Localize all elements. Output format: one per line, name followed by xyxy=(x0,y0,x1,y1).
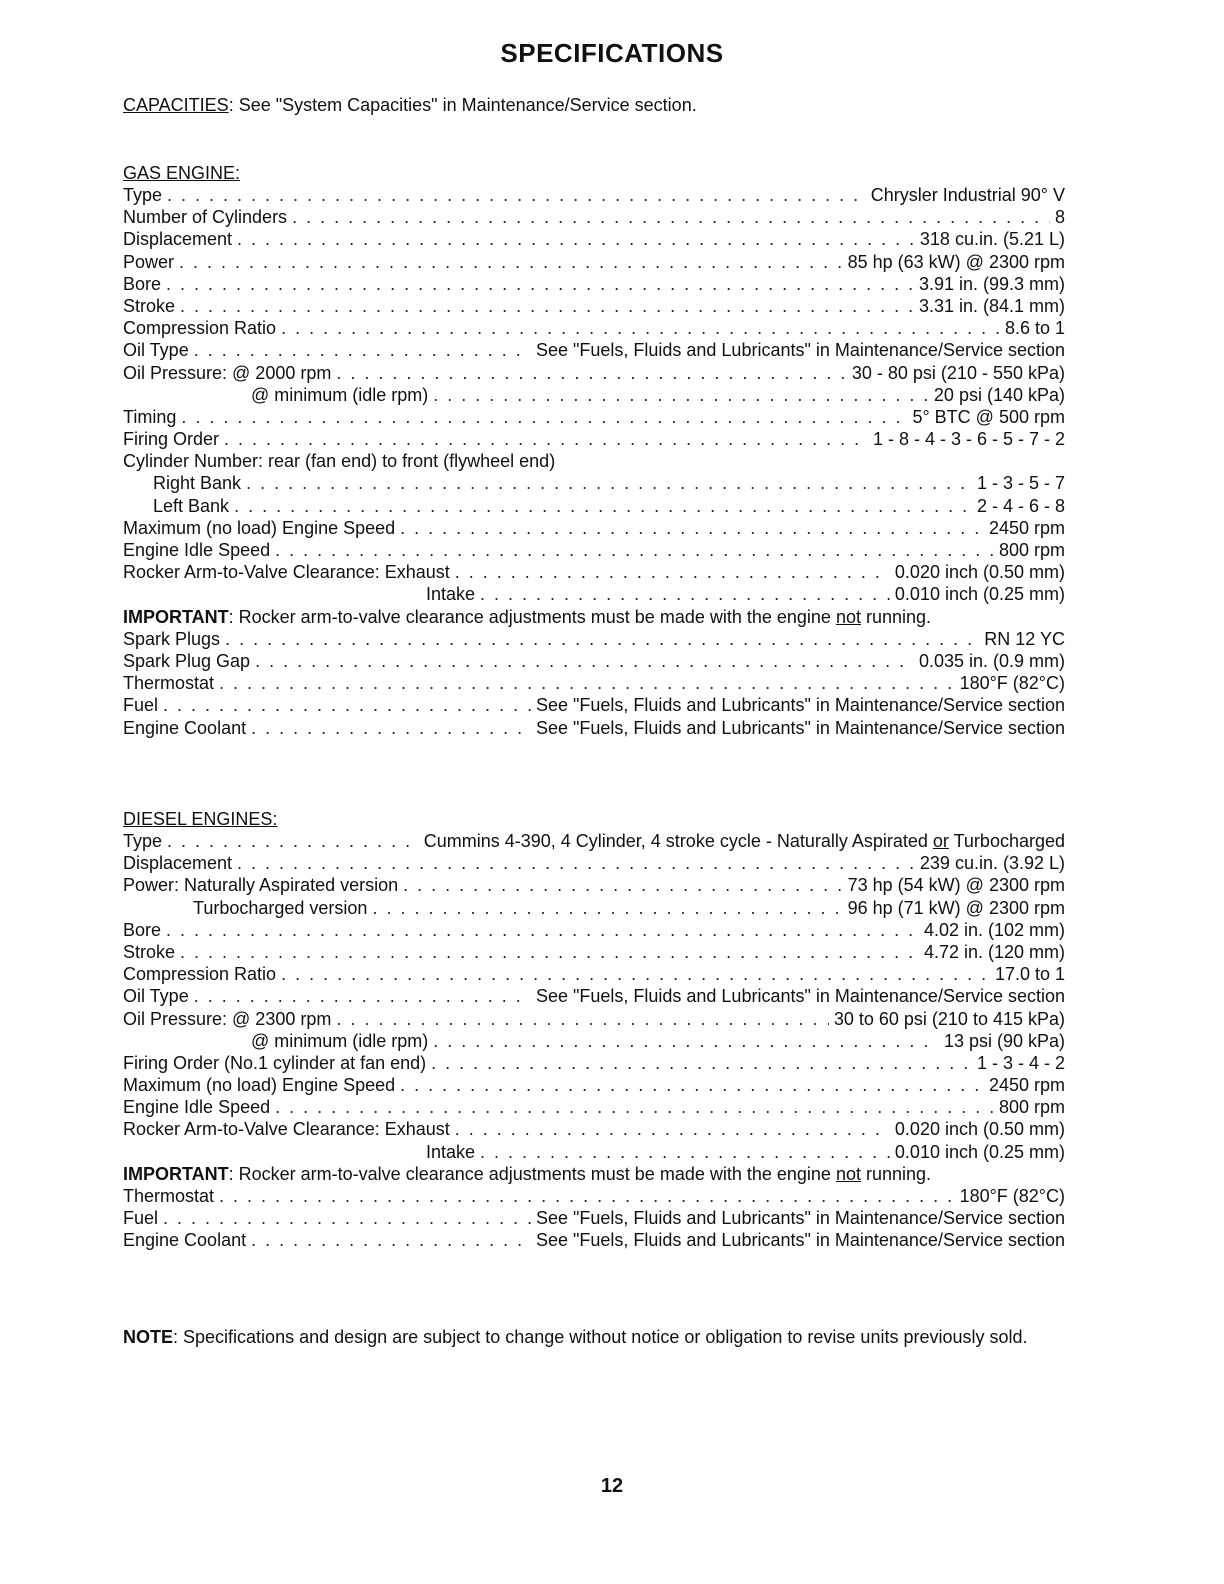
spec-row-gas-cylinders: Number of Cylinders . . . 8 xyxy=(123,206,1065,228)
spec-row-gas-idle-speed: Engine Idle Speed . . . 800 rpm xyxy=(123,539,1065,561)
spec-row-gas-oil-pressure-min: @ minimum (idle rpm) . . . 20 psi (140 kPa) xyxy=(123,384,1065,406)
diesel-engine-heading: DIESEL ENGINES: xyxy=(123,809,278,829)
diesel-engine-section xyxy=(123,808,1065,1252)
diesel-important-note: IMPORTANT: Rocker arm-to-valve clearance adjustments must be made with the engine not running. xyxy=(123,1163,932,1184)
spec-row-gas-firing-order: Firing Order . . . 1 - 8 - 4 - 3 - 6 - 5 - 7 - 2 xyxy=(123,428,1065,450)
note-text: : Specifications and design are subject to change without notice or obligation to revise units previously sold. xyxy=(173,1327,1028,1347)
spec-row-diesel-power-na: Power: Naturally Aspirated version . . . 73 hp (54 kW) @ 2300 rpm xyxy=(123,874,1065,896)
spec-row-diesel-power-turbo: Turbocharged version . . . 96 hp (71 kW) @ 2300 rpm xyxy=(123,897,1065,919)
spec-row-gas-compression: Compression Ratio . . . 8.6 to 1 xyxy=(123,317,1065,339)
spec-row-gas-stroke: Stroke . . . 3.31 in. (84.1 mm) xyxy=(123,295,1065,317)
spec-row-diesel-oil-pressure-min: @ minimum (idle rpm) . . . 13 psi (90 kPa) xyxy=(123,1030,1065,1052)
spec-row-gas-displacement: Displacement . . . 318 cu.in. (5.21 L) xyxy=(123,228,1065,250)
capacities-line xyxy=(123,95,697,116)
page-title: SPECIFICATIONS xyxy=(500,38,724,68)
spec-row-diesel-fuel: Fuel . . . See "Fuels, Fluids and Lubricants" in Maintenance/Service section xyxy=(123,1207,1065,1229)
spec-row-diesel-displacement: Displacement . . . 239 cu.in. (3.92 L) xyxy=(123,852,1065,874)
spec-row-gas-type: Type . . . Chrysler Industrial 90° V xyxy=(123,184,1065,206)
spec-row-gas-timing: Timing . . . 5° BTC @ 500 rpm xyxy=(123,406,1065,428)
gas-engine-section xyxy=(123,162,1065,739)
spec-row-gas-fuel: Fuel . . . See "Fuels, Fluids and Lubricants" in Maintenance/Service section xyxy=(123,694,1065,716)
capacities-text: : See "System Capacities" in Maintenance/Service section. xyxy=(228,95,697,115)
spec-row-gas-spark-plugs: Spark Plugs . . . RN 12 YC xyxy=(123,628,1065,650)
spec-row-gas-oil-pressure: Oil Pressure: @ 2000 rpm . . . 30 - 80 psi (210 - 550 kPa) xyxy=(123,362,1065,384)
spec-row-gas-rocker-intake: Intake . . . 0.010 inch (0.25 mm) xyxy=(123,583,1065,605)
spec-row-diesel-idle-speed: Engine Idle Speed . . . 800 rpm xyxy=(123,1096,1065,1118)
spec-row-gas-oil-type: Oil Type . . . See "Fuels, Fluids and Lubricants" in Maintenance/Service section xyxy=(123,339,1065,361)
gas-important-note: IMPORTANT: Rocker arm-to-valve clearance adjustments must be made with the engine not running. xyxy=(123,606,932,627)
spec-row-diesel-oil-pressure: Oil Pressure: @ 2300 rpm . . . 30 to 60 psi (210 to 415 kPa) xyxy=(123,1008,1065,1030)
spec-row-diesel-firing-order: Firing Order (No.1 cylinder at fan end) . . . 1 - 3 - 4 - 2 xyxy=(123,1052,1065,1074)
capacities-label: CAPACITIES xyxy=(123,95,229,115)
spec-row-diesel-rocker-intake: Intake . . . 0.010 inch (0.25 mm) xyxy=(123,1141,1065,1163)
spec-row-gas-bore: Bore . . . 3.91 in. (99.3 mm) xyxy=(123,273,1065,295)
spec-row-diesel-bore: Bore . . . 4.02 in. (102 mm) xyxy=(123,919,1065,941)
page-number: 12 xyxy=(600,1475,624,1497)
note-label: NOTE xyxy=(123,1327,174,1347)
spec-row-gas-spark-gap: Spark Plug Gap . . . 0.035 in. (0.9 mm) xyxy=(123,650,1065,672)
spec-row-diesel-rocker-exhaust: Rocker Arm-to-Valve Clearance: Exhaust . . . 0.020 inch (0.50 mm) xyxy=(123,1118,1065,1140)
spec-row-gas-rocker-exhaust: Rocker Arm-to-Valve Clearance: Exhaust . . . 0.020 inch (0.50 mm) xyxy=(123,561,1065,583)
spec-row-diesel-coolant: Engine Coolant . . . See "Fuels, Fluids and Lubricants" in Maintenance/Service section xyxy=(123,1229,1065,1251)
spec-row-gas-max-speed: Maximum (no load) Engine Speed . . . 2450 rpm xyxy=(123,517,1065,539)
gas-engine-heading: GAS ENGINE: xyxy=(123,163,241,183)
spec-row-diesel-oil-type: Oil Type . . . See "Fuels, Fluids and Lubricants" in Maintenance/Service section xyxy=(123,985,1065,1007)
spec-row-gas-thermostat: Thermostat . . . 180°F (82°C) xyxy=(123,672,1065,694)
note-paragraph xyxy=(123,1325,1073,1349)
spec-row-diesel-max-speed: Maximum (no load) Engine Speed . . . 2450 rpm xyxy=(123,1074,1065,1096)
spec-row-gas-coolant: Engine Coolant . . . See "Fuels, Fluids and Lubricants" in Maintenance/Service section xyxy=(123,717,1065,739)
spec-row-diesel-stroke: Stroke . . . 4.72 in. (120 mm) xyxy=(123,941,1065,963)
spec-row-diesel-compression: Compression Ratio . . . 17.0 to 1 xyxy=(123,963,1065,985)
spec-row-gas-power: Power . . . 85 hp (63 kW) @ 2300 rpm xyxy=(123,251,1065,273)
gas-cylinder-number-line: Cylinder Number: rear (fan end) to front (flywheel end) xyxy=(123,451,556,472)
spec-row-diesel-thermostat: Thermostat . . . 180°F (82°C) xyxy=(123,1185,1065,1207)
spec-row-gas-right-bank: Right Bank . . . 1 - 3 - 5 - 7 xyxy=(123,472,1065,494)
spec-row-diesel-type: Type . . . Cummins 4-390, 4 Cylinder, 4 stroke cycle - Naturally Aspirated or Turbocharged xyxy=(123,830,1065,852)
spec-row-gas-left-bank: Left Bank . . . 2 - 4 - 6 - 8 xyxy=(123,495,1065,517)
